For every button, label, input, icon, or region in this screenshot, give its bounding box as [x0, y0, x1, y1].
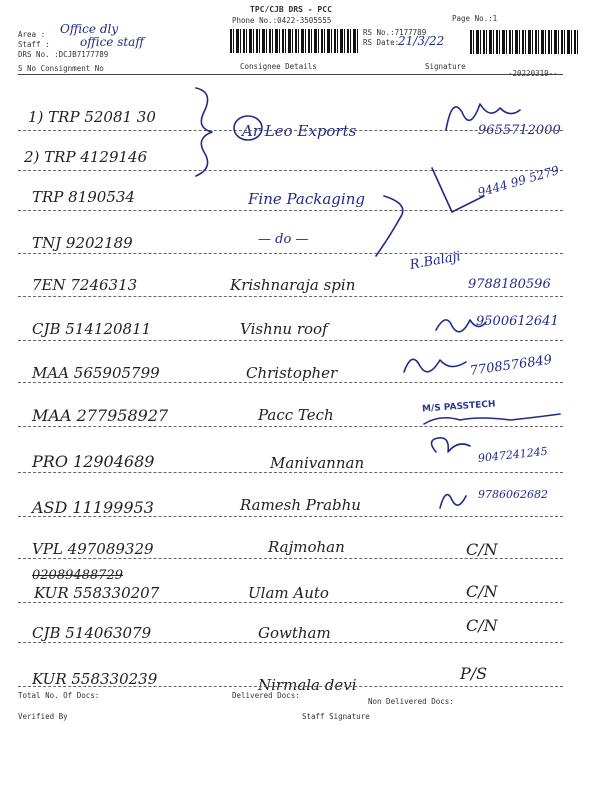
consignee-name: Rajmohan — [268, 538, 345, 556]
consignee-name: Vishnu roof — [240, 320, 328, 338]
signature-status: C/N — [466, 616, 498, 635]
staff-value: office staff — [80, 35, 144, 49]
consignment-number: MAA 565905799 — [32, 364, 160, 382]
consignment-number: KUR 558330239 — [32, 670, 158, 688]
rs-number: RS No.:7177789 — [363, 28, 427, 37]
column-header-consignee: Consignee Details — [240, 62, 317, 71]
page-number: Page No.:1 — [452, 14, 498, 23]
consignment-number: CJB 514063079 — [32, 624, 152, 642]
consignment-number: MAA 277958927 — [32, 406, 169, 425]
consignee-name: Ramesh Prabhu — [240, 496, 361, 514]
area-value: Office dly — [60, 22, 119, 36]
signature-scribble — [424, 414, 560, 424]
staff-signature-label: Staff Signature — [302, 712, 370, 721]
circle-mark — [234, 116, 262, 140]
consignment-number: PRO 12904689 — [32, 452, 155, 471]
consignee-name: — do — — [258, 232, 309, 247]
drs-number: DRS No. :DCJB7177789 — [18, 50, 109, 59]
bracket-mark — [376, 196, 403, 256]
consignee-name: Nirmala devi — [258, 676, 357, 694]
total-docs-label: Total No. Of Docs: — [18, 691, 100, 700]
area-label: Area : — [18, 30, 46, 39]
delivered-docs-label: Delivered Docs: — [232, 691, 300, 700]
consignee-name: Christopher — [246, 364, 338, 382]
consignment-number: TRP 8190534 — [32, 188, 135, 206]
brace-mark — [196, 88, 212, 176]
struck-consignment: 02089488729 — [32, 568, 123, 583]
rs-date-value: 21/3/22 — [398, 34, 445, 48]
consignment-number: CJB 514120811 — [32, 320, 152, 338]
signature-phone: 9444 99 5279 — [476, 163, 561, 200]
signature-name: R.Balaji — [408, 249, 462, 273]
column-header-signature: Signature — [425, 62, 466, 71]
signature-scribble — [431, 438, 470, 452]
signature-scribble — [436, 320, 486, 332]
signature-status: C/N — [466, 582, 498, 601]
consignment-number: TNJ 9202189 — [32, 234, 133, 252]
report-title: TPC/CJB DRS - PCC — [250, 5, 332, 14]
signature-status: P/S — [460, 664, 488, 683]
verified-by-label: Verified By — [18, 712, 68, 721]
signature-scribble — [440, 495, 466, 508]
non-delivered-docs-label: Non Delivered Docs: — [368, 697, 454, 706]
date-code: -20220319-- — [508, 69, 558, 78]
signature-phone: 9786062682 — [478, 488, 548, 501]
staff-label: Staff : — [18, 40, 50, 49]
signature-scribble — [446, 104, 520, 130]
phone-number: Phone No.:0422-3505555 — [232, 16, 332, 25]
consignee-name: Gowtham — [258, 624, 331, 642]
consignee-name: Manivannan — [270, 454, 365, 472]
signature-scribble — [404, 359, 466, 372]
company-stamp: M/S PASSTECH — [421, 399, 496, 415]
signature-phone: 9788180596 — [468, 277, 551, 292]
consignment-number: 7EN 7246313 — [32, 276, 138, 294]
consignee-name: Ulam Auto — [248, 584, 329, 602]
consignee-name: Ar Leo Exports — [242, 122, 357, 140]
consignment-number: ASD 11199953 — [32, 498, 154, 517]
consignee-name: Pacc Tech — [258, 406, 334, 424]
rs-date-label: RS Date: — [363, 38, 400, 47]
tick-mark — [432, 168, 484, 212]
signature-status: C/N — [466, 540, 498, 559]
signature-phone: 7708576849 — [468, 352, 553, 379]
consignee-name: Fine Packaging — [248, 190, 365, 208]
column-header-sno: S No Consignment No — [18, 64, 104, 73]
consignee-name: Krishnaraja spin — [230, 276, 356, 294]
signature-phone: 9047241245 — [477, 444, 549, 465]
consignment-number: 1) TRP 52081 30 — [28, 108, 156, 126]
signature-phone: 9500612641 — [476, 314, 559, 329]
signature-phone: 9655712000 — [478, 123, 561, 138]
consignment-number: VPL 497089329 — [32, 540, 154, 558]
consignment-number: KUR 558330207 — [34, 584, 160, 602]
consignment-number: 2) TRP 4129146 — [24, 148, 148, 166]
